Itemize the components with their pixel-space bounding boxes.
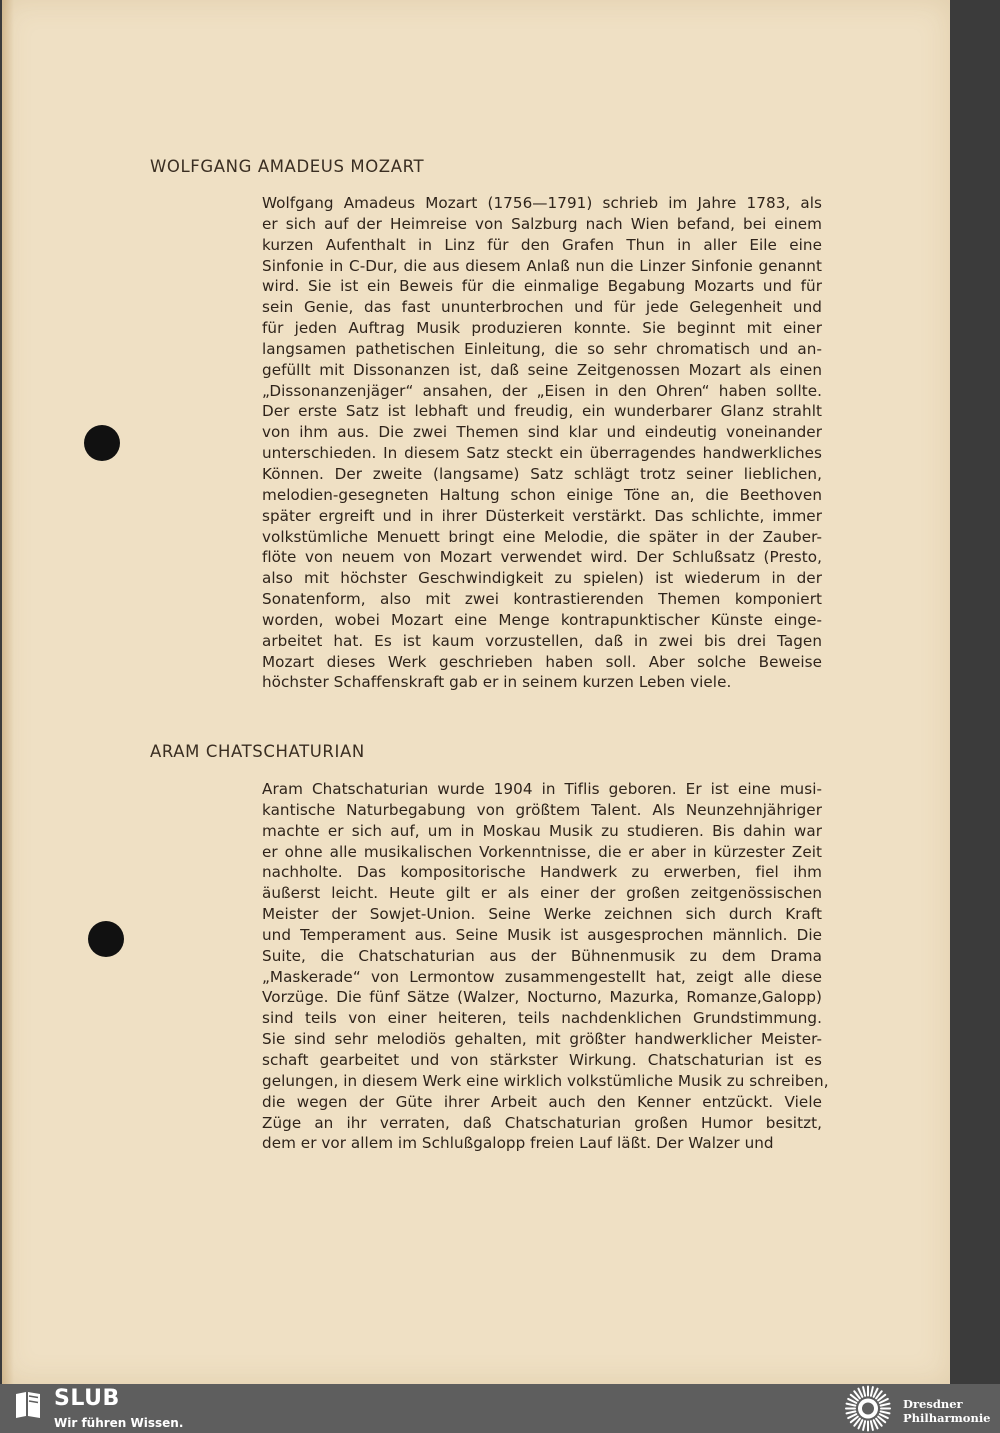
philharmonie-line1: Dresdner (903, 1397, 963, 1411)
scanned-page (2, 0, 950, 1384)
text-line: dem er vor allem im Schlußgalopp freien Lauf läßt. Der Walzer und (262, 1134, 774, 1153)
text-line: Sie sind sehr melodiös gehalten, mit größter handwerklicher Meister- (262, 1030, 822, 1049)
text-line: Aram Chatschaturian wurde 1904 in Tiflis geboren. Er ist eine musi- (262, 780, 822, 798)
text-line: er sich auf der Heimreise von Salzburg nach Wien befand, bei einem (262, 214, 822, 233)
text-line: nachholte. Das kompositorische Handwerk zu erwerben, fiel ihm (262, 863, 822, 882)
text-line: worden, wobei Mozart eine Menge kontrapunktischer Künste einge- (262, 610, 822, 629)
text-line: später ergreift und in ihrer Düsterkeit verstärkt. Das schlichte, immer (262, 506, 822, 525)
text-line: „Dissonanzenjäger“ ansahen, der „Eisen in den Ohren“ haben sollte. (262, 381, 822, 400)
text-line: Mozart dieses Werk geschrieben haben soll. Aber solche Beweise (262, 652, 822, 671)
text-line: machte er sich auf, um in Moskau Musik zu studieren. Bis dahin war (262, 821, 822, 840)
punch-hole (84, 425, 120, 461)
text-line: die wegen der Güte ihrer Arbeit auch den Kenner entzückt. Viele (262, 1092, 822, 1111)
section-body-mozart (262, 193, 822, 693)
text-line: gelungen, in diesem Werk eine wirklich volkstümliche Musik zu schreiben, (262, 1071, 829, 1090)
text-line: und Temperament aus. Seine Musik ist ausgesprochen männlich. Die (262, 925, 822, 944)
section-body-chatschaturian (262, 779, 829, 1154)
text-line: kantische Naturbegabung von größtem Talent. Als Neunzehnjähriger (262, 800, 822, 819)
philharmonie-line2: Philharmonie (903, 1411, 991, 1425)
section-heading-chatschaturian: ARAM CHATSCHATURIAN (150, 742, 365, 761)
text-line: Vorzüge. Die fünf Sätze (Walzer, Nocturno, Mazurka, Romanze,Galopp) (262, 988, 822, 1007)
slub-book-icon (13, 1389, 43, 1419)
text-line: Der erste Satz ist lebhaft und freudig, ein wunderbarer Glanz strahlt (262, 402, 822, 421)
text-line: gefüllt mit Dissonanzen ist, daß seine Zeitgenossen Mozart als einen (262, 360, 822, 379)
text-line: unterschieden. In diesem Satz steckt ein überragendes handwerkliches (262, 444, 822, 463)
text-line: langsamen pathetischen Einleitung, die so sehr chromatisch und an- (262, 339, 822, 358)
text-line: Züge an ihr verraten, daß Chatschaturian großen Humor besitzt, (262, 1113, 822, 1132)
text-line: also mit höchster Geschwindigkeit zu spielen) ist wiederum in der (262, 569, 822, 588)
text-line: volkstümliche Menuett bringt eine Melodie, die später in der Zauber- (262, 527, 822, 546)
sunburst-icon (840, 1384, 896, 1433)
text-line: höchster Schaffenskraft gab er in seinem kurzen Leben viele. (262, 673, 732, 692)
text-line: für jeden Auftrag Musik produzieren konnte. Sie beginnt mit einer (262, 319, 822, 338)
text-line: äußerst leicht. Heute gilt er als einer der großen zeitgenössischen (262, 884, 822, 903)
text-line: Wolfgang Amadeus Mozart (1756—1791) schrieb im Jahre 1783, als (262, 194, 822, 212)
text-line: kurzen Aufenthalt in Linz für den Grafen Thun in aller Eile eine (262, 235, 822, 254)
paragraph (262, 779, 829, 1154)
slub-tagline: Wir führen Wissen. (54, 1416, 184, 1430)
text-line: „Maskerade“ von Lermontow zusammengestellt hat, zeigt alle diese (262, 967, 822, 986)
punch-hole (88, 921, 124, 957)
text-line: wird. Sie ist ein Beweis für die einmalige Begabung Mozarts und für (262, 277, 822, 296)
text-line: sein Genie, das fast ununterbrochen und für jede Gelegenheit und (262, 298, 822, 317)
text-line: Sonatenform, also mit zwei kontrastierenden Themen komponiert (262, 590, 822, 609)
text-line: von ihm aus. Die zwei Themen sind klar und eindeutig voneinander (262, 423, 822, 442)
text-line: flöte von neuem von Mozart verwendet wird. Der Schlußsatz (Presto, (262, 548, 822, 567)
text-line: arbeitet hat. Es ist kaum vorzustellen, daß in zwei bis drei Tagen (262, 631, 822, 650)
text-line: Sinfonie in C-Dur, die aus diesem Anlaß nun die Linzer Sinfonie genannt (262, 256, 822, 275)
paragraph (262, 193, 822, 693)
text-line: melodien-gesegneten Haltung schon einige Töne an, die Beethoven (262, 485, 822, 504)
text-line: Meister der Sowjet-Union. Seine Werke zeichnen sich durch Kraft (262, 905, 822, 924)
text-line: er ohne alle musikalischen Vorkenntnisse, die er aber in kürzester Zeit (262, 842, 822, 861)
slub-name: SLUB (54, 1386, 120, 1411)
text-line: Suite, die Chatschaturian aus der Bühnenmusik zu dem Drama (262, 946, 822, 965)
section-heading-mozart: WOLFGANG AMADEUS MOZART (150, 157, 425, 176)
text-line: Können. Der zweite (langsame) Satz schlägt trotz seiner lieblichen, (262, 464, 822, 483)
text-line: schaft gearbeitet und von stärkster Wirkung. Chatschaturian ist es (262, 1050, 822, 1069)
text-line: sind teils von einer heiteren, teils nachdenklichen Grundstimmung. (262, 1009, 822, 1028)
